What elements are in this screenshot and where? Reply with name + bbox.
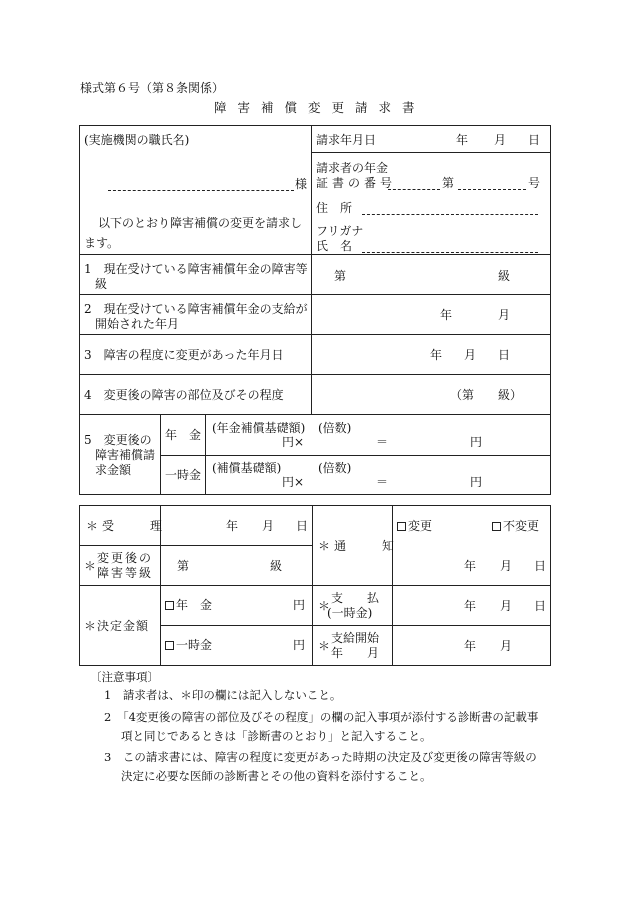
- start-month[interactable]: 月: [500, 639, 513, 653]
- decision-ichijikin-yen[interactable]: 円: [293, 638, 306, 652]
- furigana-label: フリガナ: [316, 224, 364, 238]
- notice-change-option[interactable]: [397, 520, 432, 532]
- lump-yen[interactable]: 円: [470, 475, 483, 489]
- row4-label: 4 変更後の障害の部位及びその程度: [84, 388, 284, 402]
- row3-day[interactable]: 日: [498, 348, 511, 362]
- ichijikin-checkbox[interactable]: [165, 641, 174, 650]
- note-2-line2: 項と同じであるときは「診断書のとおり」と記入すること。: [121, 729, 432, 743]
- name-underline[interactable]: [362, 252, 538, 253]
- lump-base-label: (補償基礎額): [212, 461, 282, 475]
- note-1: 1 請求者は、＊印の欄には記入しないこと。: [104, 688, 342, 702]
- row1-dai: 第: [334, 269, 347, 283]
- page-title: 障害補償変更請求書: [214, 100, 426, 115]
- receipt-year[interactable]: 年: [226, 519, 239, 533]
- lump-equals: ＝: [376, 475, 389, 489]
- decision-label: ＊決定金額: [84, 619, 150, 633]
- level-label-line2: 障害等級: [97, 566, 154, 580]
- row2-month[interactable]: 月: [498, 308, 511, 322]
- row4-value[interactable]: （第 級）: [450, 388, 523, 402]
- pension-number-underline-2[interactable]: [458, 189, 526, 190]
- start-year[interactable]: 年: [464, 639, 477, 653]
- row2-label-line1: 2 現在受けている障害補償年金の支給が: [84, 302, 308, 316]
- notes-heading: 〔注意事項〕: [90, 670, 159, 684]
- date-year[interactable]: 年: [456, 133, 469, 147]
- row5-nenkin-label: 年 金: [165, 428, 202, 442]
- start-sublabel: 年 月: [331, 646, 380, 660]
- receipt-label: ＊受 理: [86, 519, 167, 533]
- pension-number-underline-1[interactable]: [388, 189, 440, 190]
- row1-label-line1: 1 現在受けている障害補償年金の障害等: [84, 262, 308, 276]
- date-month[interactable]: 月: [494, 133, 507, 147]
- level-label-line1: 変更後の: [97, 551, 154, 565]
- start-asterisk: ＊: [318, 639, 331, 653]
- pension-label-line1: 請求者の年金: [316, 161, 389, 175]
- pension-multiplier-label: (倍数): [318, 421, 352, 435]
- payment-label: 支 払: [331, 591, 380, 605]
- payment-month[interactable]: 月: [500, 599, 513, 613]
- row-divider-5: [79, 414, 551, 415]
- payment-year[interactable]: 年: [464, 599, 477, 613]
- row2-label-line2: 開始された年月: [95, 317, 180, 331]
- change-checkbox[interactable]: [397, 522, 406, 531]
- top-block-divider: [311, 125, 312, 254]
- notice-label: ＊通 知: [318, 539, 399, 553]
- row1-label-line2: 級: [95, 277, 108, 291]
- note-3-line1: 3 この請求書には、障害の程度に変更があった時期の決定及び変更後の障害等級の: [104, 750, 537, 764]
- row5-label-line2: 障害補償請: [95, 448, 156, 462]
- row-divider-1: [79, 254, 551, 255]
- lump-yen-times[interactable]: 円×: [282, 475, 305, 489]
- pension-label-line2: 証書の番号: [316, 176, 397, 190]
- row5-ichijikin-label: 一時金: [165, 468, 202, 482]
- date-row-divider: [311, 152, 551, 153]
- pension-equals: ＝: [376, 435, 389, 449]
- payment-asterisk: ＊: [318, 599, 331, 613]
- row1-kyu: 級: [498, 269, 511, 283]
- rows-value-divider: [311, 254, 312, 414]
- change-label: 変更: [408, 519, 433, 533]
- address-underline[interactable]: [362, 214, 538, 215]
- office-right-divider-3: [312, 625, 551, 626]
- office-left-divider-1: [79, 545, 312, 546]
- row-divider-3: [79, 334, 551, 335]
- row5-label-line3: 求金額: [95, 463, 132, 477]
- addressee-label: (実施機関の職氏名): [84, 133, 190, 147]
- decision-ichijikin-option[interactable]: [165, 639, 212, 651]
- date-label: 請求年月日: [316, 133, 377, 147]
- no-change-checkbox[interactable]: [492, 522, 501, 531]
- notice-day[interactable]: 日: [534, 559, 547, 573]
- row3-label: 3 障害の程度に変更があった年月日: [84, 348, 284, 362]
- receipt-day[interactable]: 日: [296, 519, 309, 533]
- receipt-month[interactable]: 月: [262, 519, 275, 533]
- decision-nenkin-option[interactable]: [165, 599, 212, 611]
- nenkin-checkbox[interactable]: [165, 601, 174, 610]
- notice-no-change-option[interactable]: [492, 520, 539, 532]
- pension-yen[interactable]: 円: [470, 435, 483, 449]
- level-dai: 第: [177, 559, 190, 573]
- payment-day[interactable]: 日: [534, 599, 547, 613]
- level-kyu: 級: [270, 559, 283, 573]
- notice-year[interactable]: 年: [464, 559, 477, 573]
- office-left-divider-3: [160, 625, 312, 626]
- pension-base-label: (年金補償基礎額): [212, 421, 306, 435]
- row-divider-4: [79, 374, 551, 375]
- pension-dai: 第: [442, 176, 455, 190]
- row5-label-line1: 5 変更後の: [84, 433, 152, 447]
- date-day[interactable]: 日: [528, 133, 541, 147]
- sama-label: 様: [295, 177, 308, 191]
- row2-year[interactable]: 年: [440, 308, 453, 322]
- note-3-line2: 決定に必要な医師の診断書とその他の資料を添付すること。: [121, 769, 432, 783]
- pension-gou: 号: [528, 176, 541, 190]
- note-2-line1: 2 「4変更後の障害の部位及びその程度」の欄の記入事項が添付する診断書の記載事: [104, 710, 539, 724]
- pension-yen-times[interactable]: 円×: [282, 435, 305, 449]
- no-change-label: 不変更: [503, 519, 540, 533]
- payment-sublabel: (一時金): [327, 606, 373, 620]
- row3-month[interactable]: 月: [464, 348, 477, 362]
- decision-ichijikin-label: 一時金: [176, 638, 213, 652]
- row5-mid-divider: [160, 455, 551, 456]
- address-label: 住 所: [316, 201, 353, 215]
- notice-month[interactable]: 月: [500, 559, 513, 573]
- decision-nenkin-yen[interactable]: 円: [293, 598, 306, 612]
- office-divider-2: [79, 585, 551, 586]
- name-label: 氏 名: [316, 239, 353, 253]
- row3-year[interactable]: 年: [430, 348, 443, 362]
- form-number: 様式第６号（第８条関係）: [80, 81, 225, 95]
- decision-nenkin-label: 年 金: [176, 598, 213, 612]
- lump-multiplier-label: (倍数): [318, 461, 352, 475]
- row-divider-2: [79, 294, 551, 295]
- addressee-underline[interactable]: [108, 190, 294, 191]
- start-label: 支給開始: [331, 631, 380, 645]
- request-text-line1: 以下のとおり障害補償の変更を請求し: [98, 216, 303, 230]
- level-asterisk: ＊: [84, 559, 97, 573]
- request-text-line2: ます。: [84, 236, 120, 250]
